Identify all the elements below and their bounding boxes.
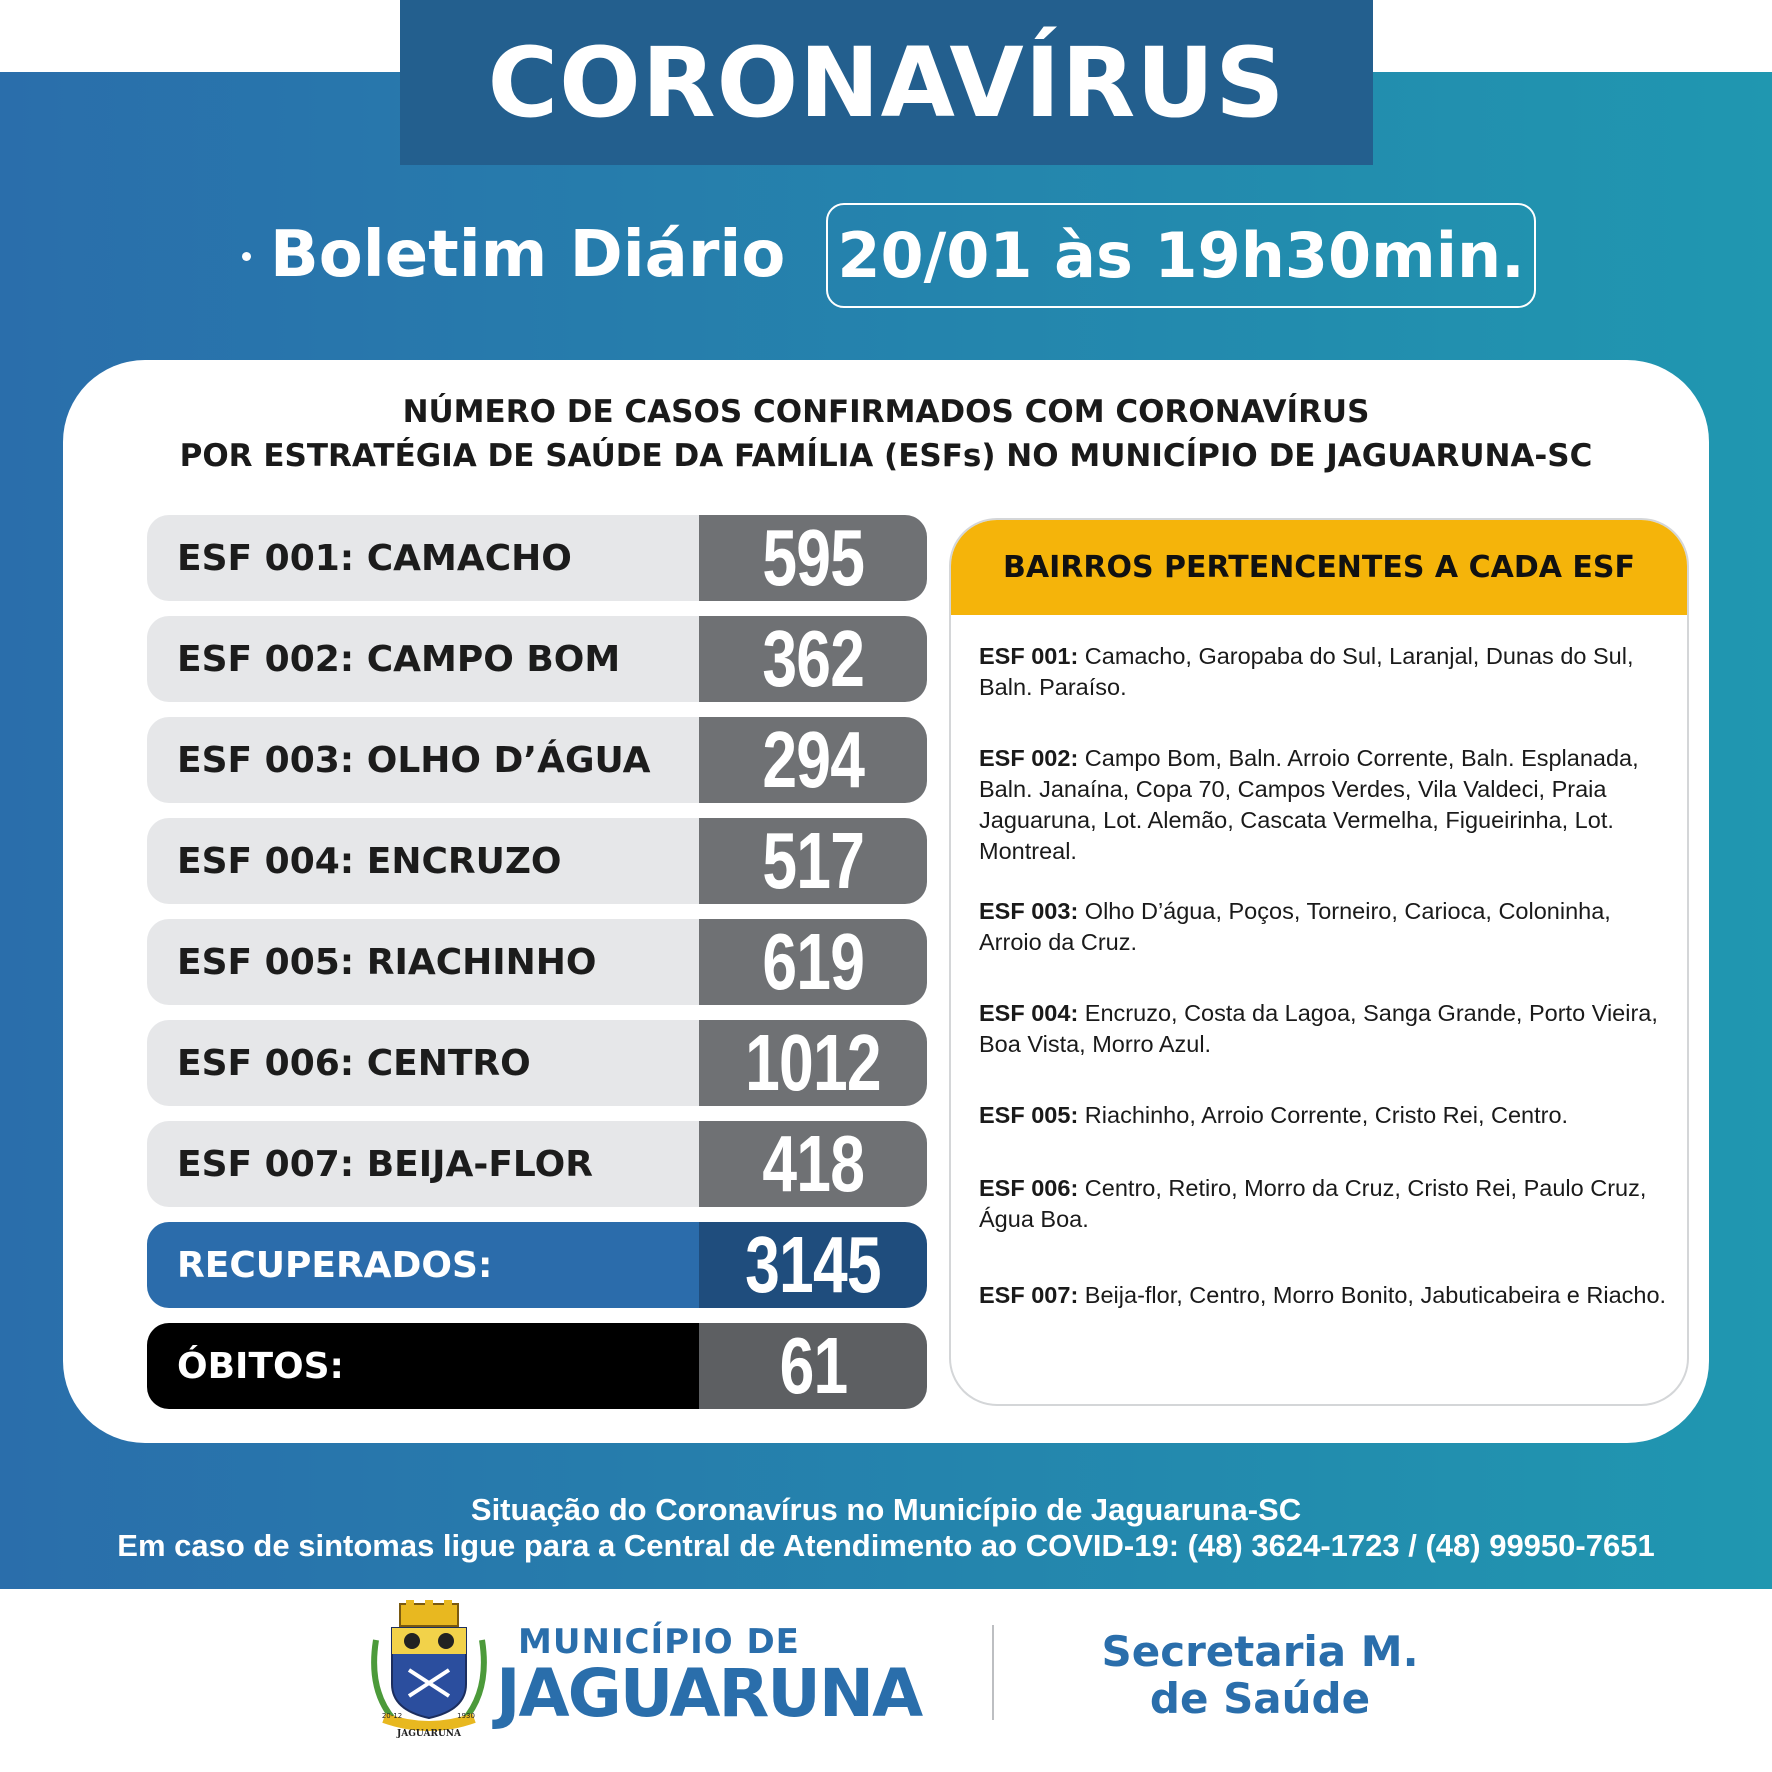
recovered-value-text: 3145 — [745, 1222, 881, 1308]
esf-value-text: 418 — [762, 1121, 864, 1207]
neighborhood-entry — [979, 641, 1669, 703]
secretaria-line2: de Saúde — [1149, 1674, 1371, 1723]
neighborhood-entry — [979, 998, 1669, 1060]
esf-row — [147, 919, 927, 1005]
esf-label: ESF 007: BEIJA-FLOR — [147, 1121, 699, 1207]
esf-value-text: 294 — [762, 717, 864, 803]
cases-card — [63, 360, 1709, 1443]
neighborhood-entry — [979, 896, 1669, 958]
crest-year-right: 1930 — [457, 1712, 475, 1720]
secretaria-line1: Secretaria M. — [1101, 1627, 1419, 1676]
esf-label: ESF 006: CENTRO — [147, 1020, 699, 1106]
deaths-row — [147, 1323, 927, 1409]
municipio-label: MUNICÍPIO DE — [518, 1622, 800, 1662]
esf-value-text: 595 — [762, 515, 864, 601]
esf-label: ESF 003: OLHO D’ÁGUA — [147, 717, 699, 803]
recovered-row — [147, 1222, 927, 1308]
neighborhoods-title: BAIRROS PERTENCENTES A CADA ESF — [951, 520, 1687, 615]
entry-text: Camacho, Garopaba do Sul, Laranjal, Dunas do Sul, Baln. Paraíso. — [979, 643, 1634, 700]
cases-heading-line2: POR ESTRATÉGIA DE SAÚDE DA FAMÍLIA (ESFs) NO MUNICÍPIO DE JAGUARUNA-SC — [179, 438, 1593, 474]
esf-value — [699, 1121, 927, 1207]
entry-text: Centro, Retiro, Morro da Cruz, Cristo Rei, Paulo Cruz, Água Boa. — [979, 1175, 1647, 1232]
esf-value-text: 517 — [762, 818, 864, 904]
esf-value-text: 1012 — [745, 1020, 881, 1106]
esf-row — [147, 818, 927, 904]
esf-value — [699, 919, 927, 1005]
entry-text: Riachinho, Arroio Corrente, Cristo Rei, Centro. — [1078, 1102, 1569, 1128]
entry-text: Beija-flor, Centro, Morro Bonito, Jabuticabeira e Riacho. — [1078, 1282, 1667, 1308]
deaths-label: ÓBITOS: — [147, 1323, 699, 1409]
footer-situation: Situação do Coronavírus no Município de Jaguaruna-SC — [470, 1492, 1302, 1527]
recovered-label: RECUPERADOS: — [147, 1222, 699, 1308]
cases-heading — [63, 390, 1709, 478]
entry-code: ESF 003: — [979, 898, 1079, 924]
esf-value — [699, 717, 927, 803]
cases-heading-line1: NÚMERO DE CASOS CONFIRMADOS COM CORONAVÍRUS — [402, 394, 1370, 430]
entry-code: ESF 001: — [979, 643, 1079, 669]
esf-row — [147, 717, 927, 803]
deaths-value — [699, 1323, 927, 1409]
entry-code: ESF 004: — [979, 1000, 1079, 1026]
neighborhoods-panel — [949, 518, 1689, 1406]
bulletin-subtitle: Boletim Diário — [270, 218, 786, 292]
esf-value — [699, 818, 927, 904]
page-title: CORONAVÍRUS — [487, 26, 1286, 139]
esf-row — [147, 1020, 927, 1106]
esf-value-text: 619 — [762, 919, 864, 1005]
entry-text: Encruzo, Costa da Lagoa, Sanga Grande, Porto Vieira, Boa Vista, Morro Azul. — [979, 1000, 1658, 1057]
neighborhood-entry — [979, 1280, 1669, 1311]
entry-code: ESF 002: — [979, 745, 1079, 771]
crest-text: JAGUARUNA — [396, 1729, 462, 1739]
municipio-name: JAGUARUNA — [496, 1655, 922, 1732]
neighborhood-entry — [979, 1173, 1669, 1235]
esf-label: ESF 001: CAMACHO — [147, 515, 699, 601]
title-banner — [400, 0, 1373, 165]
secretaria-logo — [1060, 1628, 1460, 1722]
date-box — [826, 203, 1536, 308]
esf-row — [147, 515, 927, 601]
entry-text: Campo Bom, Baln. Arroio Corrente, Baln. Esplanada, Baln. Janaína, Copa 70, Campos Verdes, Vila Valdeci, Praia Jaguaruna, Lot. Alemão, Cascata Vermelha, Figueirinha, Lot. Montreal. — [979, 745, 1639, 864]
neighborhood-entry — [979, 1100, 1669, 1131]
crest-year-left: 20-12 — [381, 1712, 403, 1720]
entry-code: ESF 007: — [979, 1282, 1079, 1308]
neighborhood-entry — [979, 743, 1669, 867]
esf-value — [699, 616, 927, 702]
deaths-value-text: 61 — [779, 1323, 847, 1409]
bulletin-date: 20/01 às 19h30min. — [837, 219, 1525, 292]
footer-contact: Em caso de sintomas ligue para a Central de Atendimento ao COVID-19: (48) 3624-1723 / (48) 99950-7651 — [117, 1528, 1655, 1563]
recovered-value — [699, 1222, 927, 1308]
entry-code: ESF 005: — [979, 1102, 1079, 1128]
esf-row — [147, 1121, 927, 1207]
logo-divider — [992, 1625, 994, 1720]
bullet-icon — [242, 252, 251, 261]
esf-label: ESF 002: CAMPO BOM — [147, 616, 699, 702]
esf-row — [147, 616, 927, 702]
entry-code: ESF 006: — [979, 1175, 1079, 1201]
esf-value-text: 362 — [762, 616, 864, 702]
esf-value — [699, 1020, 927, 1106]
entry-text: Olho D’água, Poços, Torneiro, Carioca, Coloninha, Arroio da Cruz. — [979, 898, 1611, 955]
esf-label: ESF 005: RIACHINHO — [147, 919, 699, 1005]
esf-label: ESF 004: ENCRUZO — [147, 818, 699, 904]
esf-value — [699, 515, 927, 601]
jaguaruna-crest-icon — [364, 1600, 494, 1740]
